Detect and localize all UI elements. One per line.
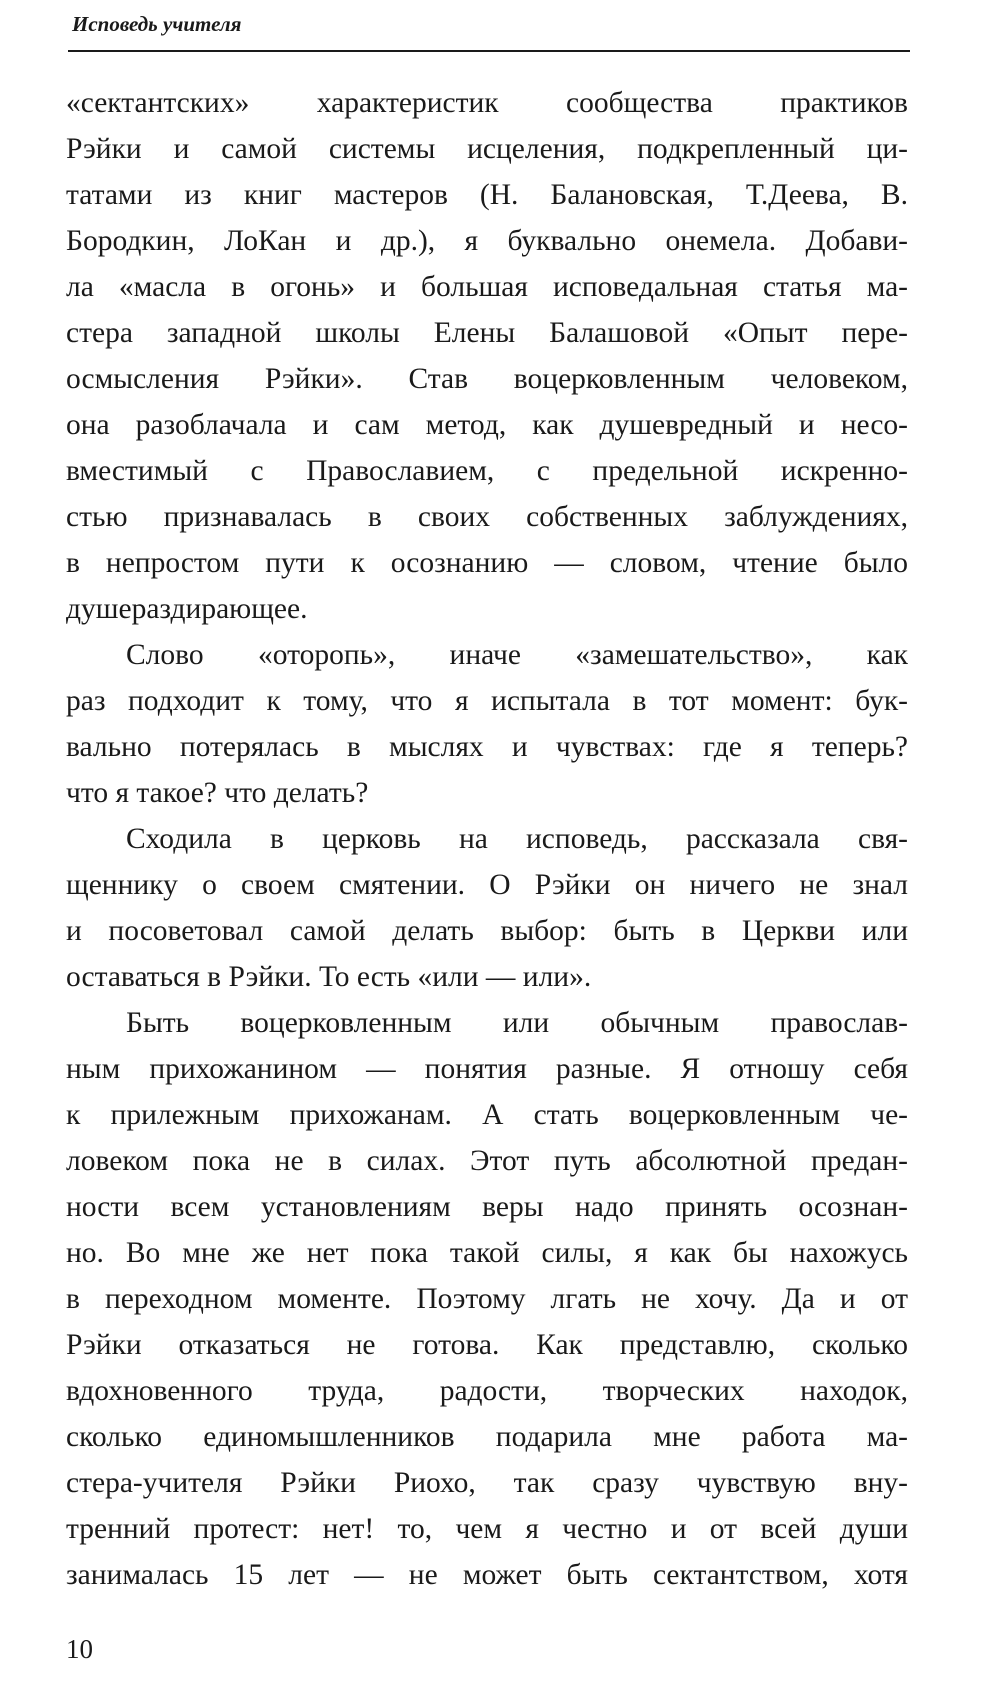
text-line: Рэйки и самой системы исцеления, подкрепленный ци- [66,133,908,165]
text-line: Сходила в церковь на исповедь, рассказала свя- [126,823,908,855]
text-line: тренний протест: нет! то, чем я честно и от всей души [66,1513,908,1545]
text-line: в переходном моменте. Поэтому лгать не хочу. Да и от [66,1283,908,1315]
text-line: Бородкин, ЛоКан и др.), я буквально онемела. Добави- [66,225,908,257]
body-text [66,80,908,1598]
text-line: к прилежным прихожанам. А стать воцерковленным че- [66,1099,908,1131]
text-line: занималась 15 лет — не может быть сектантством, хотя [66,1559,908,1591]
text-line: Слово «оторопь», иначе «замешательство», как [126,639,908,671]
text-line: ным прихожанином — понятия разные. Я отношу себя [66,1053,908,1085]
header-divider [68,50,910,52]
text-line: вместимый с Православием, с предельной искренно- [66,455,908,487]
text-line: Быть воцерковленным или обычным православ- [126,1007,908,1039]
text-line: ловеком пока не в силах. Этот путь абсолютной предан- [66,1145,908,1177]
text-line: щеннику о своем смятении. О Рэйки он ничего не знал [66,869,908,901]
text-line: стью признавалась в своих собственных заблуждениях, [66,501,908,533]
text-line: и посоветовал самой делать выбор: быть в Церкви или [66,915,908,947]
text-line: «сектантских» характеристик сообщества практиков [66,87,908,119]
text-line: ности всем установлениям веры надо принять осознан- [66,1191,908,1223]
text-line: душераздирающее. [66,593,308,625]
text-line: стера-учителя Рэйки Риохо, так сразу чувствую вну- [66,1467,908,1499]
text-line: осмысления Рэйки». Став воцерковленным человеком, [66,363,908,395]
text-line: что я такое? что делать? [66,777,369,809]
text-line: но. Во мне же нет пока такой силы, я как бы нахожусь [66,1237,908,1269]
text-line: она разоблачала и сам метод, как душевредный и несо- [66,409,908,441]
text-line: ла «масла в огонь» и большая исповедальная статья ма- [66,271,908,303]
text-line: раз подходит к тому, что я испытала в тот момент: бук- [66,685,908,717]
text-line: вдохновенного труда, радости, творческих находок, [66,1375,908,1407]
text-line: Рэйки отказаться не готова. Как представлю, сколько [66,1329,908,1361]
text-line: сколько единомышленников подарила мне работа ма- [66,1421,908,1453]
text-line: татами из книг мастеров (Н. Балановская, Т.Деева, В. [66,179,908,211]
text-line: вально потерялась в мыслях и чувствах: где я теперь? [66,731,908,763]
text-line: стера западной школы Елены Балашовой «Опыт пере- [66,317,908,349]
running-head-title: Исповедь учителя [72,12,242,36]
text-line: оставаться в Рэйки. То есть «или — или». [66,961,592,993]
text-line: в непростом пути к осознанию — словом, чтение было [66,547,908,579]
page-number: 10 [66,1634,93,1664]
